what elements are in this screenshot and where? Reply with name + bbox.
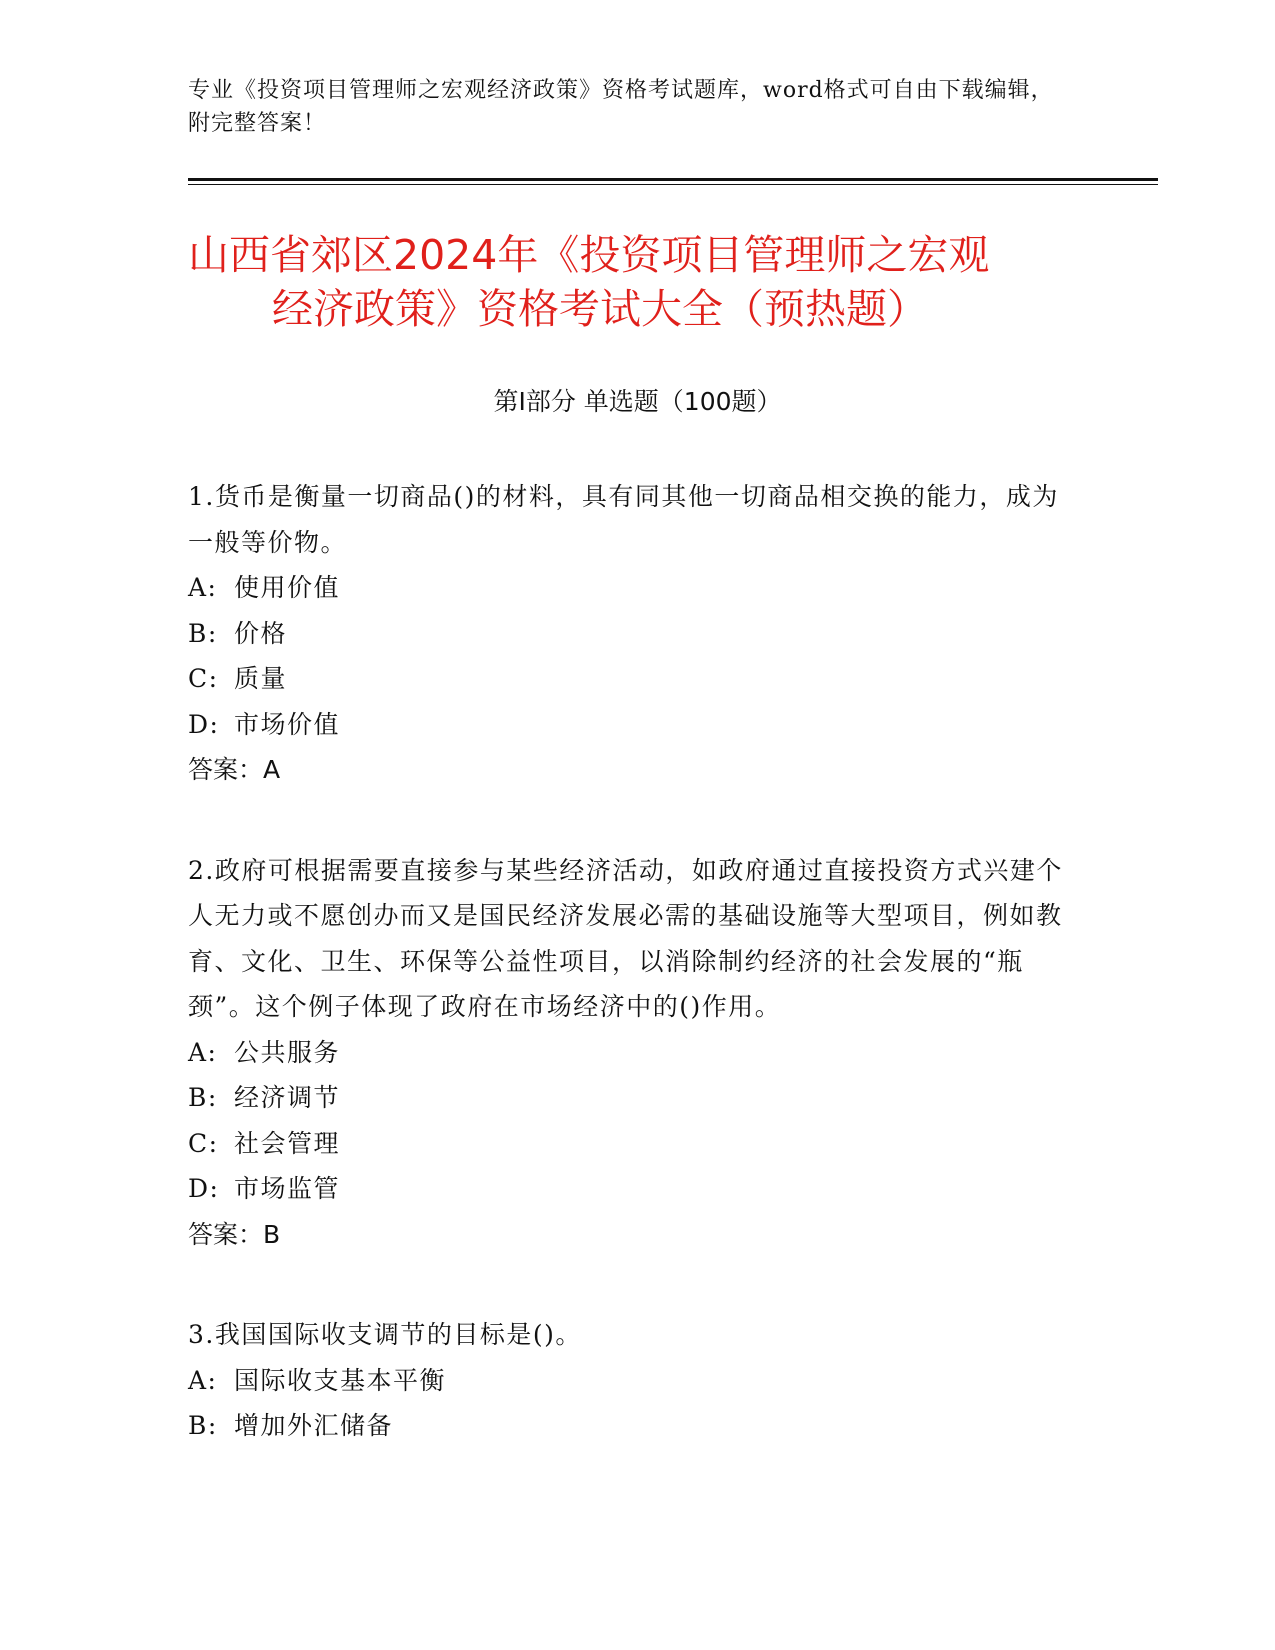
answer-line: 答案：A [188,755,281,784]
question-text: 3.我国国际收支调节的目标是()。 [188,1320,582,1349]
question-text: 2.政府可根据需要直接参与某些经济活动，如政府通过直接投资方式兴建个人无力或不愿创办而又是国民经济发展必需的基础设施等大型项目，例如教育、文化、卫生、环保等公益性项目，以消除制约经济的社会发展的“瓶颈”。这个例子体现了政府在市场经济中的()作用。 [188,855,1063,1021]
option-text: 价格 [234,618,288,648]
question-text: 1.货币是衡量一切商品()的材料，具有同其他一切商品相交换的能力，成为一般等价物。 [188,482,1059,557]
option-d [188,1166,1068,1212]
option-text: 市场价值 [234,709,341,739]
section-heading: 第I部分 单选题（100题） [493,387,782,416]
option-c [188,1121,1068,1167]
option-text: 社会管理 [234,1128,341,1158]
question-2 [188,848,1068,1258]
option-text: 国际收支基本平衡 [234,1365,447,1395]
header-note: 专业《投资项目管理师之宏观经济政策》资格考试题库，word格式可自由下载编辑，附完整答案！ [188,78,1054,136]
option-key: B: [188,1083,218,1112]
option-text: 质量 [234,664,288,693]
header-rule-thin [188,184,1158,185]
question-3 [188,1312,1068,1449]
option-key: A: [188,573,218,602]
question-1 [188,474,1068,793]
option-text: 经济调节 [234,1083,341,1112]
option-a [188,1358,1068,1404]
title-line-1: 山西省郊区2024年《投资项目管理师之宏观 [188,231,990,279]
option-a [188,1030,1068,1076]
option-key: D: [188,1174,220,1203]
option-key: B: [188,1411,218,1440]
option-text: 使用价值 [234,573,341,602]
option-b [188,1403,1068,1449]
option-d [188,702,1068,748]
option-text: 公共服务 [234,1037,341,1067]
document-title [188,228,1088,336]
answer-line: 答案：B [188,1219,281,1249]
option-c [188,656,1068,702]
option-b [188,1075,1068,1121]
question-list [188,474,1068,1504]
option-key: B: [188,618,218,648]
option-key: A: [188,1365,218,1395]
header-rule-thick [188,178,1158,181]
title-line-2: 经济政策》资格考试大全（预热题） [272,285,928,333]
option-key: C: [188,1128,219,1158]
option-key: D: [188,709,220,739]
option-b [188,611,1068,657]
option-key: A: [188,1037,218,1067]
option-text: 增加外汇储备 [234,1411,394,1440]
option-key: C: [188,664,219,693]
option-text: 市场监管 [234,1174,341,1203]
option-a [188,565,1068,611]
